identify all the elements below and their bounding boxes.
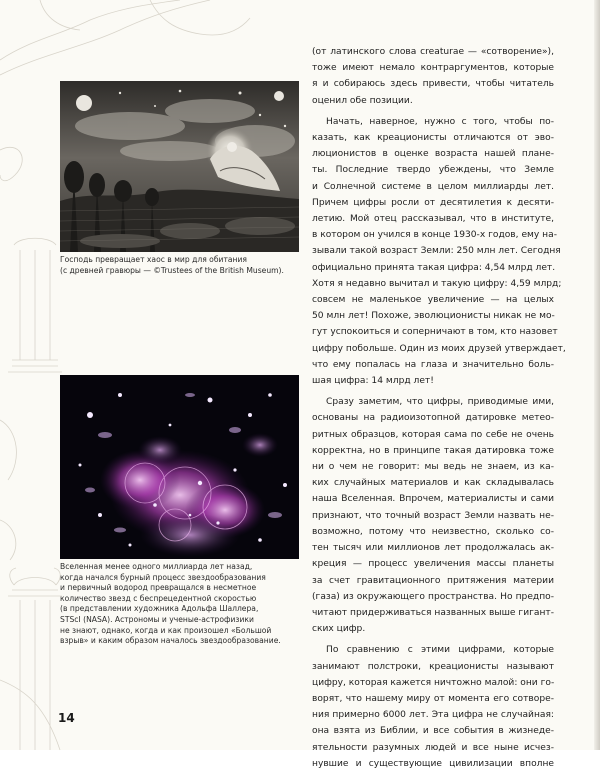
caption-line: количество звезд с беспрецедентной скоростью — [60, 593, 257, 603]
text-line: оценил обе позиции. — [312, 95, 413, 106]
text-line: что ему попалась на глаза и значительно боль- — [312, 359, 554, 370]
engraving-illustration — [60, 81, 299, 252]
galaxy-caption — [60, 562, 300, 647]
caption-line: не знают, однако, когда и как произошел «Большой — [60, 625, 272, 635]
text-line: Причем цифры росли от десятилетия к десяти- — [312, 197, 554, 208]
text-line: тоже имеют немало контраргументов, которые — [312, 63, 554, 74]
text-line: (от латинского слова creaturae — «сотворение»), — [312, 47, 554, 57]
caption-line: когда начался бурный процесс звездообразования — [60, 572, 266, 582]
text-line: занимают полстроки, креационисты называют — [312, 661, 554, 672]
text-line: ворят, что нашему миру от момента его сотворе- — [312, 693, 554, 704]
caption-line: Господь превращает хаос в мир для обитания — [60, 255, 247, 264]
text-line: ритных образцов, которая сама по себе не очень — [312, 429, 554, 440]
text-line: По сравнению с этими цифрами, которые — [326, 645, 554, 656]
text-line: официально принята такая цифра: 4,54 млрд лет. — [312, 262, 556, 273]
text-line: корректна, но в принципе такая датировка тоже — [312, 445, 554, 456]
text-line: шая цифра: 14 млрд лет! — [312, 376, 434, 387]
main-text-column — [312, 44, 566, 772]
scan-edge — [594, 0, 600, 750]
text-line: ты. Последние твердо убеждены, что Земле — [312, 165, 554, 176]
text-line: и Солнечной системе в целом миллиарды лет. — [312, 181, 554, 192]
text-line: зывали такой возраст Земли: 250 млн лет. Сегодня — [312, 246, 561, 257]
text-line: ских цифр. — [312, 624, 366, 635]
text-line: в котором он учился в конце 1930-х годов, ему на- — [312, 230, 557, 241]
text-line: гут успокоиться и соперничают в том, кто назовет — [312, 327, 558, 338]
text-line: читают придерживаться названных выше гигант- — [312, 607, 554, 618]
paragraph-4 — [312, 642, 554, 772]
text-line: ни о чем не говорит: мы ведь не знаем, из ка- — [312, 462, 554, 473]
text-line: наша Вселенная. Впрочем, материалисты и сами — [312, 494, 554, 505]
caption-line: Вселенная менее одного миллиарда лет назад, — [60, 562, 253, 571]
text-line: возможно, потому что неизвестно, сколько со- — [312, 526, 554, 537]
text-line: совсем не маленькое увеличение — на целых — [312, 295, 554, 306]
text-line: тен тысяч или миллионов лет продолжалась ак- — [312, 543, 554, 554]
caption-line: взрыв» и каким образом началось звездообразование. — [60, 636, 281, 646]
text-line: Сразу заметим, что цифры, приводимые ими, — [326, 397, 554, 408]
text-line: люционистов в оценке возраста нашей плане- — [312, 149, 554, 160]
text-line: 50 млн лет! Похоже, эволюционисты никак не мо- — [312, 311, 555, 322]
engraving-caption — [60, 255, 300, 276]
text-line: (газа) из окружающего пространства. Но предпо- — [312, 591, 554, 602]
text-line: ятельности разумных людей и все ныне исчез- — [312, 742, 554, 753]
text-line: она взята из Библии, и все события в жизнеде- — [312, 726, 554, 737]
text-line: нувшие и существующие цивилизации вполне — [312, 758, 554, 769]
paragraph-1 — [312, 44, 554, 109]
text-line: признают, что точный возраст Земли назвать не- — [312, 510, 554, 521]
caption-line: (в представлении художника Адольфа Шаллера, — [60, 604, 259, 614]
text-line: ния примерно 6000 лет. Эта цифра не случайная: — [312, 710, 554, 721]
text-line: казать, как креационисты отличаются от эво- — [312, 133, 554, 144]
text-line: летию. Мой отец рассказывал, что в институте, — [312, 214, 554, 225]
caption-line: и первичный водород превращался в несметное — [60, 583, 257, 593]
text-line: креция — процесс увеличения массы планеты — [312, 559, 554, 570]
text-line: я и собираюсь здесь привести, чтобы читатель — [312, 79, 554, 90]
galaxy-illustration — [60, 375, 299, 559]
caption-line: STScI (NASA). Астрономы и ученые-астрофизики — [60, 614, 254, 624]
text-line: основаны на радиоизотопной датировке метео- — [312, 413, 554, 424]
paragraph-3 — [312, 394, 554, 637]
text-line: за счет гравитационного притяжения материи — [312, 575, 554, 586]
text-line: Начать, наверное, нужно с того, чтобы по- — [326, 116, 554, 127]
text-line: цифру побольше. Один из моих друзей утверждает, — [312, 343, 566, 354]
paragraph-2 — [312, 114, 566, 389]
page-number: 14 — [58, 711, 75, 725]
text-line: ких случайных материалов и как складывалась — [312, 478, 554, 489]
text-line: цифру, которая кажется ничтожно малой: они го- — [312, 677, 555, 688]
text-line: Хотя я недавно вычитал и такую цифру: 4,59 млрд; — [312, 278, 562, 289]
caption-line: (с древней гравюры — ©Trustees of the British Museum). — [60, 265, 284, 275]
